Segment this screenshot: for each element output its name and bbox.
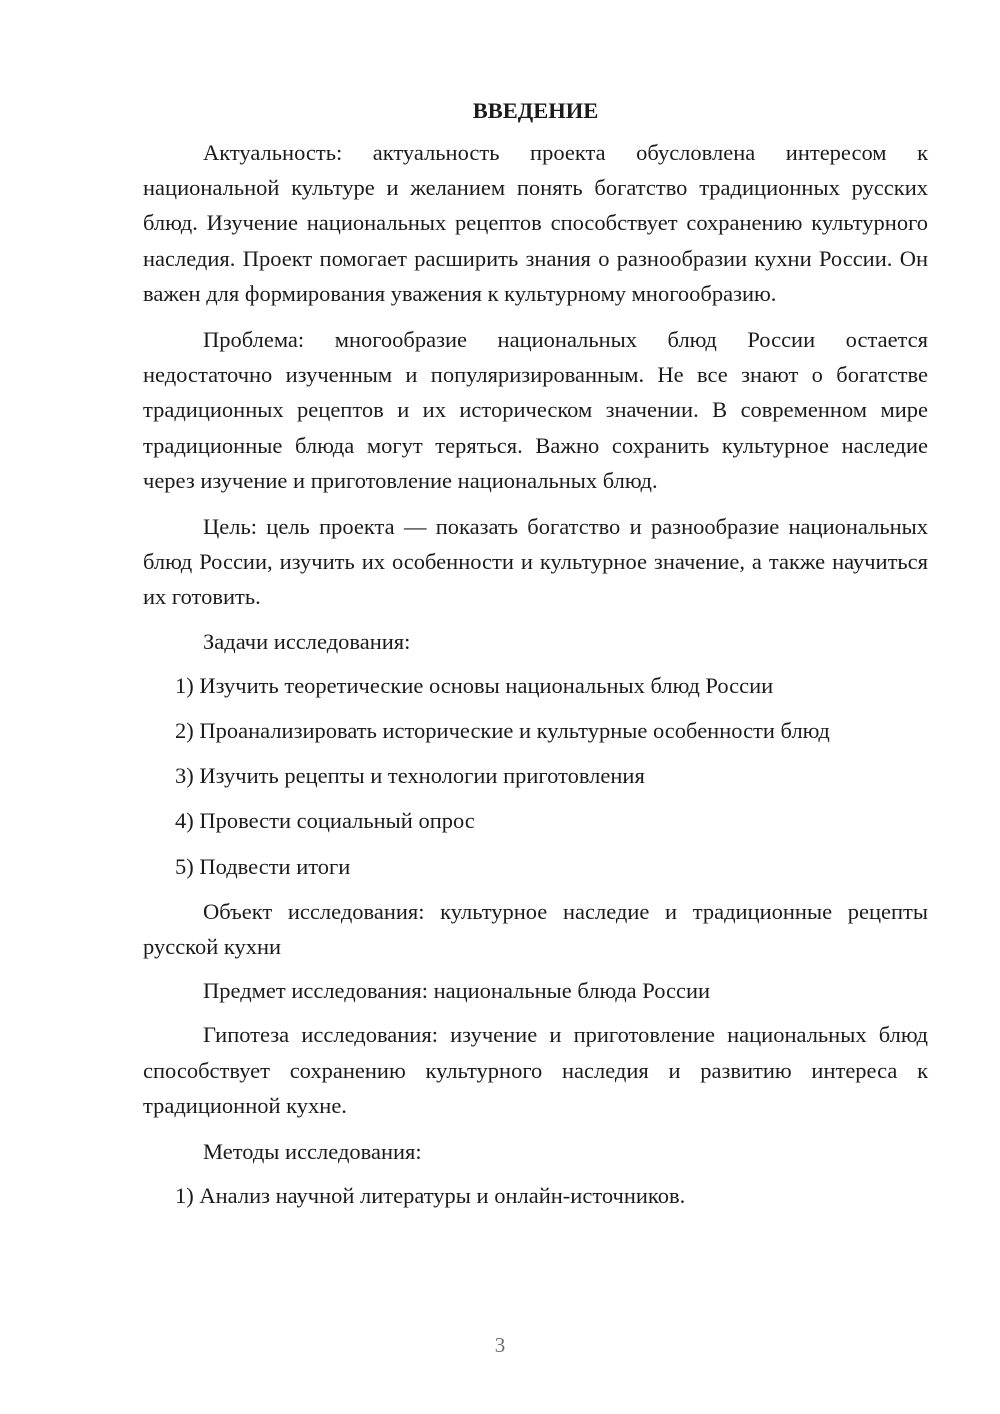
problem-paragraph: Проблема: многообразие национальных блюд России остается недостаточно изученным и популяризированным. Не все знают о богатстве традиционных рецептов и их историческом значении. В современном мире традиционные блюда могут теряться. Важно сохранить культурное наследие через изучение и приготовление национальных блюд. <box>143 327 928 493</box>
task-item: 3) Изучить рецепты и технологии приготовления <box>175 763 645 789</box>
subject-paragraph: Предмет исследования: национальные блюда России <box>203 978 711 1004</box>
method-item: 1) Анализ научной литературы и онлайн-источников. <box>175 1183 686 1209</box>
hypothesis-paragraph: Гипотеза исследования: изучение и приготовление национальных блюд способствует сохранению культурного наследия и развитию интереса к традиционной кухне. <box>143 1022 928 1118</box>
methods-heading: Методы исследования: <box>203 1139 422 1165</box>
task-item: 5) Подвести итоги <box>175 853 351 879</box>
task-item: 4) Провести социальный опрос <box>175 808 475 834</box>
goal-paragraph: Цель: цель проекта — показать богатство и разнообразие национальных блюд России, изучить их особенности и культурное значение, а также научиться их готовить. <box>143 514 928 610</box>
document-body <box>143 96 928 1223</box>
section-title: ВВЕДЕНИЕ <box>472 98 599 123</box>
task-item: 2) Проанализировать исторические и культурные особенности блюд <box>175 718 830 744</box>
object-paragraph: Объект исследования: культурное наследие и традиционные рецепты русской кухни <box>143 898 928 960</box>
task-item: 1) Изучить теоретические основы национальных блюд России <box>175 672 774 698</box>
methods-list <box>143 1178 928 1213</box>
tasks-heading: Задачи исследования: <box>203 628 411 654</box>
page-number: 3 <box>494 1333 506 1357</box>
tasks-list <box>143 668 928 884</box>
relevance-paragraph: Актуальность: актуальность проекта обусловлена интересом к национальной культуре и желанием понять богатство традиционных русских блюд. Изучение национальных рецептов способствует сохранению культурного наследия. Проект помогает расширить знания о разнообразии кухни России. Он важен для формирования уважения к культурному многообразию. <box>143 140 928 306</box>
